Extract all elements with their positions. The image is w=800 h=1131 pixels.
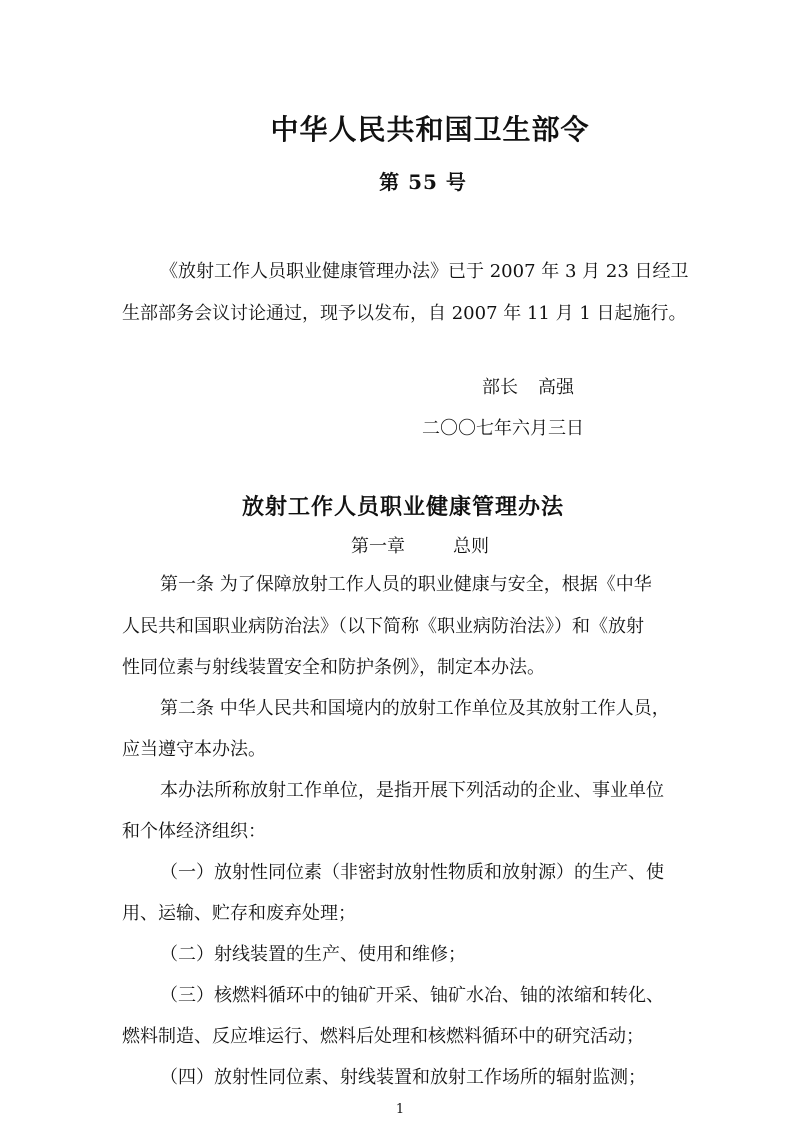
- announcement-line: 《放射工作人员职业健康管理办法》已于 2007 年 3 月 23 日经卫: [160, 261, 689, 282]
- chapter-heading: [0, 532, 800, 558]
- article-1-line: 第一条 为了保障放射工作人员的职业健康与安全，根据《中华: [160, 574, 652, 595]
- chapter-number: 第一章: [351, 536, 405, 557]
- decree-number: 第 55 号: [379, 170, 467, 194]
- article-1-line: 人民共和国职业病防治法》（以下简称《职业病防治法》）和《放射: [122, 616, 644, 637]
- definition-line: 和个体经济组织：: [122, 821, 266, 842]
- page-number: 1: [395, 1102, 405, 1117]
- list-item-4-line: （四）放射性同位素、射线装置和放射工作场所的辐射监测；: [160, 1067, 646, 1088]
- minister-signature: [482, 373, 574, 399]
- definition-line: 本办法所称放射工作单位，是指开展下列活动的企业、事业单位: [160, 780, 664, 801]
- decree-title: 中华人民共和国卫生部令: [270, 113, 590, 146]
- list-item-1-line: 用、运输、贮存和废弃处理；: [122, 903, 356, 924]
- regulation-title: 放射工作人员职业健康管理办法: [241, 494, 564, 520]
- list-item-3-line: 燃料制造、反应堆运行、燃料后处理和核燃料循环中的研究活动；: [122, 1026, 644, 1047]
- article-2-line: 第二条 中华人民共和国境内的放射工作单位及其放射工作人员，: [160, 698, 670, 719]
- minister-position: 部长: [482, 377, 518, 398]
- minister-name: 高强: [538, 377, 574, 398]
- article-1-line: 性同位素与射线装置安全和防护条例》，制定本办法。: [122, 657, 545, 678]
- list-item-3-line: （三）核燃料循环中的铀矿开采、铀矿水冶、铀的浓缩和转化、: [160, 985, 664, 1006]
- chapter-title: 总则: [453, 536, 489, 557]
- signature-date: 二〇〇七年六月三日: [422, 418, 584, 439]
- announcement-line: 生部部务会议讨论通过，现予以发布，自 2007 年 11 月 1 日起施行。: [122, 303, 687, 324]
- article-2-line: 应当遵守本办法。: [122, 739, 266, 760]
- list-item-1-line: （一）放射性同位素（非密封放射性物质和放射源）的生产、使: [160, 862, 664, 883]
- list-item-2-line: （二）射线装置的生产、使用和维修；: [160, 944, 466, 965]
